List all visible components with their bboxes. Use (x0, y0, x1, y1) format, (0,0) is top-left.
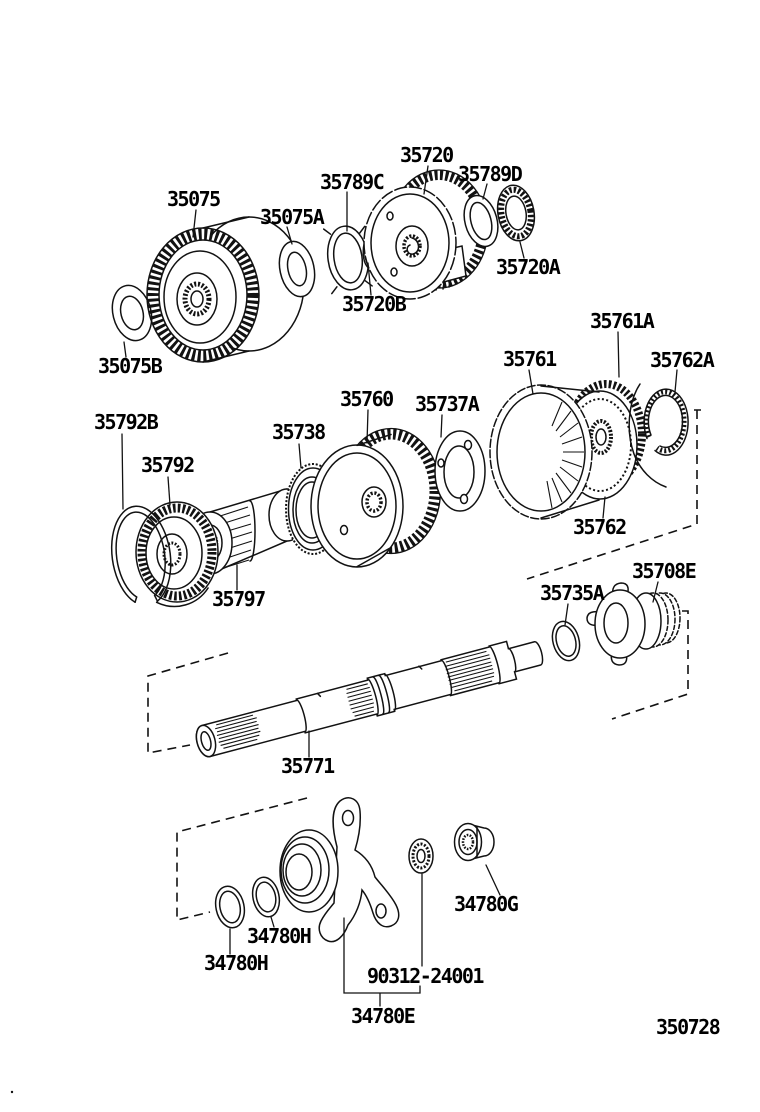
part-35737A-thrust-plate (435, 431, 485, 511)
part-label-35075: 35075 (167, 187, 220, 211)
part-label-35771: 35771 (281, 754, 334, 778)
part-label-90312-24001: 90312-24001 (367, 964, 483, 988)
part-label-35708E: 35708E (632, 559, 696, 583)
part-label-34780H-left: 34780H (204, 951, 268, 975)
part-label-35792: 35792 (141, 453, 194, 477)
part-label-35761A: 35761A (590, 309, 654, 333)
part-34780H-ring-right (249, 875, 283, 920)
part-label-34780G: 34780G (454, 892, 518, 916)
part-35075A-thrust-washer (275, 238, 320, 300)
part-label-34780E: 34780E (351, 1004, 415, 1028)
part-label-35789D: 35789D (458, 162, 522, 186)
figure-number: 350728 (656, 1015, 720, 1039)
part-label-35720B: 35720B (342, 292, 406, 316)
part-label-35720: 35720 (400, 143, 453, 167)
part-label-35789C: 35789C (320, 170, 384, 194)
part-34780G-lock-nut (455, 824, 495, 861)
part-label-35760: 35760 (340, 387, 393, 411)
part-label-35720A: 35720A (496, 255, 560, 279)
part-label-35762A: 35762A (650, 348, 714, 372)
part-35720A-bearing (493, 182, 538, 243)
part-label-35737A: 35737A (415, 392, 479, 416)
part-label-35762: 35762 (573, 515, 626, 539)
part-label-35738: 35738 (272, 420, 325, 444)
part-90312-24001-oil-seal (409, 839, 433, 873)
scan-speck (11, 1091, 13, 1093)
part-label-34780H-right: 34780H (247, 924, 311, 948)
part-34780E-companion-flange (280, 798, 399, 942)
part-label-35075A: 35075A (260, 205, 324, 229)
part-label-35735A: 35735A (540, 581, 604, 605)
part-34780H-ring-left (212, 884, 248, 931)
part-label-35075B: 35075B (98, 354, 162, 378)
part-35760-planetary-gear (311, 429, 441, 568)
part-label-35792B: 35792B (94, 410, 158, 434)
part-35735A-o-ring (548, 618, 583, 663)
part-35771-output-shaft (192, 634, 546, 763)
part-35075-clutch-drum (147, 217, 304, 362)
part-label-35797: 35797 (212, 587, 265, 611)
part-label-35761: 35761 (503, 347, 556, 371)
